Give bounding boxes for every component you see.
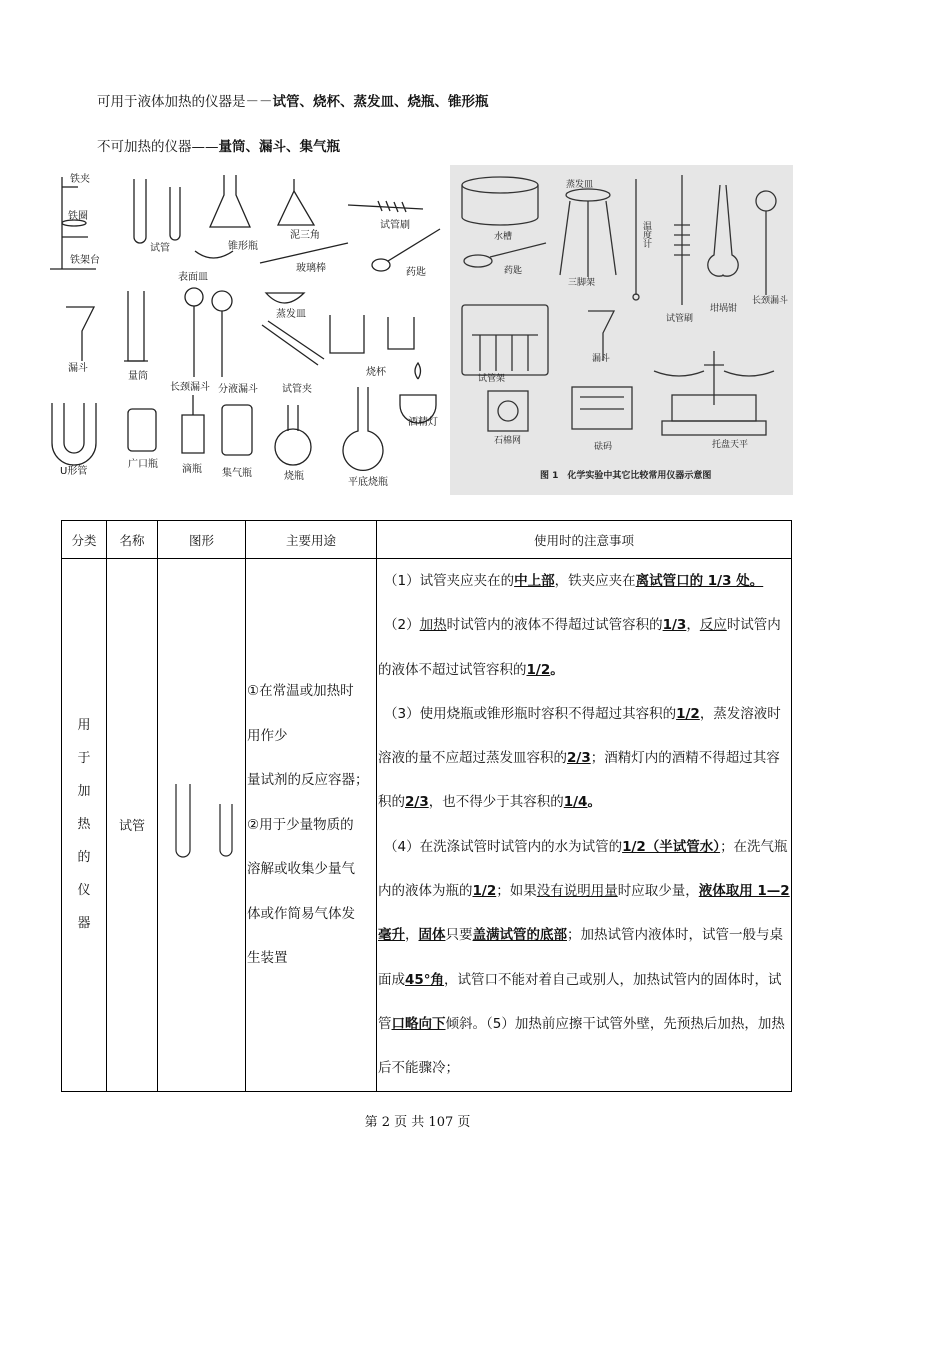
- label-right-shi-guan-shua: 试管刷: [666, 314, 694, 324]
- test-tube-drawing: [162, 778, 242, 868]
- left-figure-labels: [60, 172, 438, 488]
- header-notes: 使用时的注意事项: [377, 521, 792, 559]
- note-key: 1/2: [472, 883, 497, 900]
- note-text: 倾斜。（5）加热前应擦干试管外壁，先预热后加热，加热后不能骤冷；: [378, 1015, 785, 1077]
- table-row: [62, 559, 792, 1092]
- label-shi-guan-shua: 试管刷: [380, 220, 410, 231]
- label-ping-di-shao-ping: 平底烧瓶: [348, 477, 388, 488]
- label-right-chang-jing-lou-dou: 长颈漏斗: [752, 296, 789, 306]
- header-category: 分类: [62, 521, 107, 559]
- label-shi-guan-jia: 试管夹: [282, 384, 312, 395]
- label-jiu-jing-deng: 酒精灯: [408, 417, 438, 428]
- category-cell: [62, 559, 107, 1092]
- label-san-jiao-jia: 三脚架: [568, 278, 596, 288]
- use-line: ②用于少量物质的: [247, 816, 354, 833]
- label-yao-chi: 药匙: [406, 267, 426, 278]
- note-key: 口略向下: [391, 1015, 446, 1032]
- label-wen-du-ji: 温度计: [641, 221, 651, 248]
- category-char: 用: [77, 718, 91, 734]
- note-text: ，也不得少于其容积的: [428, 794, 564, 811]
- use-line: 体或作简易气体发: [247, 905, 355, 922]
- label-gan-guo-qian: 坩埚钳: [710, 304, 738, 314]
- note-text: ；酒精灯内的酒精不得超过其容积的: [378, 750, 780, 811]
- note-2: [378, 603, 790, 692]
- label-right-zheng-fa-min: 蒸发皿: [566, 180, 594, 190]
- use-line: 用作少: [247, 727, 288, 744]
- category-char: 的: [77, 850, 91, 866]
- note-key: 中上部: [514, 573, 555, 589]
- label-tie-quan: 铁圈: [68, 211, 88, 222]
- label-liang-tong: 量筒: [128, 371, 148, 382]
- note-1: [378, 559, 790, 603]
- label-shao-bei: 烧杯: [366, 367, 386, 378]
- label-right-yao-chi: 药匙: [504, 266, 523, 276]
- label-shui-cao: 水槽: [494, 232, 513, 242]
- no-heat-line: [97, 135, 340, 155]
- note-4: [378, 825, 790, 1091]
- label-shao-ping: 烧瓶: [284, 471, 304, 482]
- label-di-ping: 滴瓶: [182, 464, 202, 475]
- apparatus-table: [61, 520, 792, 1092]
- note-text: ，试管口不能对着自己或别人，加热试管内的固体时，试管: [378, 971, 782, 1032]
- note-key: 1/3: [662, 617, 687, 634]
- category-char: 器: [77, 916, 91, 932]
- note-key: 1/2: [676, 705, 700, 722]
- label-guang-kou-ping: 广口瓶: [128, 459, 158, 470]
- note-key: 离试管口的 1/3 处。: [635, 573, 764, 589]
- note-text: 。: [550, 661, 564, 678]
- label-lou-dou: 漏斗: [68, 363, 88, 374]
- table-header-row: [62, 521, 792, 559]
- note-underline: 加热: [419, 617, 447, 634]
- note-text: 时应取少量，: [617, 883, 699, 900]
- note-text: ；如果: [496, 883, 537, 900]
- name-cell: 试管: [107, 559, 158, 1092]
- note-text: 时试管内的液体不得超过试管容积的: [446, 617, 663, 634]
- header-name: 名称: [107, 521, 158, 559]
- label-tie-jia-tai: 铁架台: [70, 255, 100, 266]
- use-line: 生装置: [247, 950, 288, 967]
- use-line: ①在常温或加热时: [247, 683, 354, 700]
- right-figure-caption: 图 1 化学实验中其它比较常用仪器示意图: [540, 471, 712, 481]
- note-key: 1/4: [563, 794, 588, 811]
- apparatus-figure: [48, 165, 793, 497]
- note-3: [378, 692, 790, 825]
- note-key: 2/3: [567, 750, 591, 767]
- note-text: ；加热试管内液体时，试管一般与桌面成: [378, 927, 783, 988]
- note-key: 1/2: [526, 661, 551, 678]
- category-char: 于: [77, 751, 91, 767]
- label-shi-guan: 试管: [150, 243, 170, 254]
- note-key: 盖满试管的底部: [472, 927, 567, 944]
- no-heat-list: 量筒、漏斗、集气瓶: [218, 139, 340, 155]
- label-u-xing-guan: U形管: [60, 466, 88, 477]
- note-text: （2）: [384, 617, 420, 634]
- note-key: 2/3: [405, 794, 429, 811]
- header-uses: 主要用途: [246, 521, 377, 559]
- label-fa-ma: 砝码: [594, 442, 613, 452]
- page-footer: 第 2 页 共 107 页: [364, 1115, 471, 1130]
- label-shi-guan-jia-rack: 试管架: [478, 374, 506, 384]
- use-line: 溶解或收集少量气: [247, 861, 355, 878]
- label-right-lou-dou: 漏斗: [592, 354, 611, 364]
- note-text: ，: [686, 617, 700, 634]
- heat-liquid-line: [97, 90, 489, 110]
- category-char: 热: [77, 817, 91, 833]
- note-text: 只要: [445, 927, 473, 944]
- label-tie-jia: 铁夹: [70, 174, 90, 185]
- note-underline: 反应: [699, 617, 727, 634]
- uses-cell: [246, 559, 377, 1092]
- no-heat-prefix: 不可加热的仪器——: [97, 139, 219, 155]
- note-key: 液体取用 1—2 毫升: [378, 883, 790, 944]
- label-ji-qi-ping: 集气瓶: [222, 468, 252, 479]
- heat-liquid-prefix: 可用于液体加热的仪器是－－: [97, 94, 273, 110]
- label-shi-mian-wang: 石棉网: [494, 436, 522, 446]
- note-text: （4）在洗涤试管时试管内的水为试管的: [384, 838, 623, 855]
- note-text: ，: [405, 927, 419, 944]
- category-char: 仪: [77, 883, 91, 899]
- heat-liquid-list: 试管、烧杯、蒸发皿、烧瓶、锥形瓶: [272, 94, 489, 110]
- note-text: ；在洗气瓶内的液体为瓶的: [378, 838, 788, 900]
- label-chang-jing-lou-dou: 长颈漏斗: [170, 382, 210, 393]
- note-text: ，铁夹应夹在: [554, 573, 636, 589]
- header-figure: 图形: [158, 521, 246, 559]
- label-zheng-fa-min: 蒸发皿: [276, 309, 306, 320]
- figure-cell: [158, 559, 246, 1092]
- label-ni-san-jiao: 泥三角: [290, 230, 320, 241]
- apparatus-figure-svg: [48, 165, 793, 497]
- note-text: （3）使用烧瓶或锥形瓶时容积不得超过其容积的: [384, 705, 677, 722]
- note-text: 时试管内的液体不超过试管容积的: [378, 617, 781, 678]
- note-text: （1）试管夹应夹在的: [384, 573, 515, 589]
- label-zhui-xing-ping: 锥形瓶: [228, 241, 258, 252]
- note-text: ，蒸发溶液时溶液的量不应超过蒸发皿容积的: [378, 705, 781, 767]
- label-tuo-pan-tian-ping: 托盘天平: [712, 440, 749, 450]
- notes-cell: [377, 559, 792, 1092]
- note-text: 。: [587, 794, 601, 811]
- label-fen-ye-lou-dou: 分液漏斗: [218, 384, 258, 395]
- use-line: 量试剂的反应容器；: [247, 772, 369, 789]
- category-char: 加: [77, 784, 91, 800]
- note-key: 45°角: [405, 971, 445, 988]
- note-key: 固体: [418, 927, 446, 944]
- note-underline: 没有说明用量: [536, 883, 618, 900]
- label-biao-mian-min: 表面皿: [178, 272, 208, 283]
- note-key: 1/2（半试管水）: [622, 838, 721, 855]
- label-bo-li-bang: 玻璃棒: [296, 263, 326, 274]
